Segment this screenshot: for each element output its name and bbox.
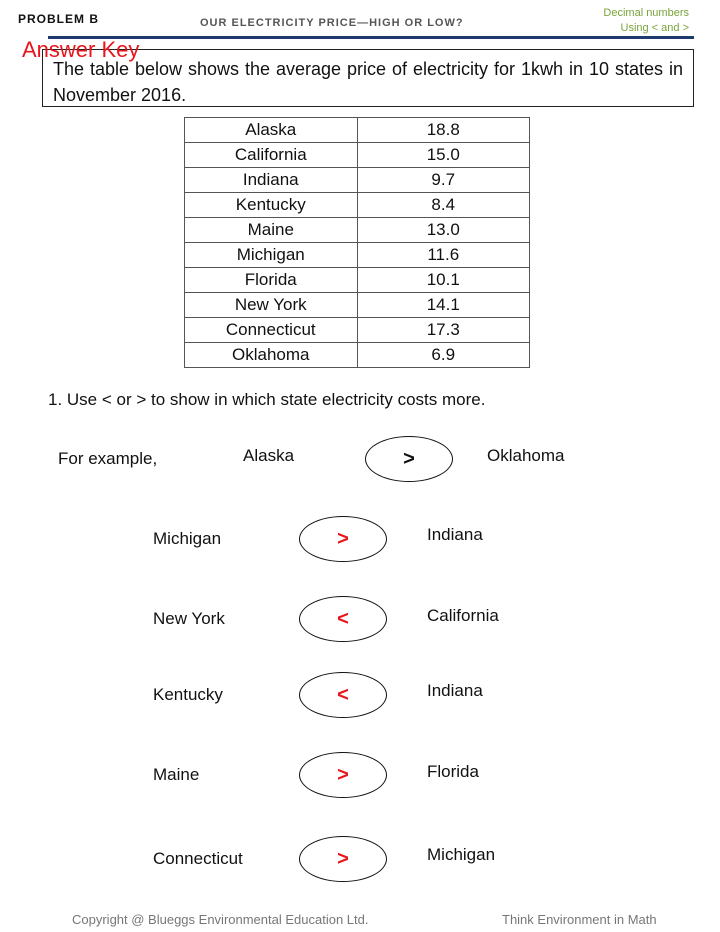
table-row (185, 143, 530, 168)
table-cell-state: Kentucky (185, 193, 358, 218)
table-cell-price: 8.4 (357, 193, 530, 218)
table-row (185, 318, 530, 343)
table-cell-state: Florida (185, 268, 358, 293)
table-row (185, 118, 530, 143)
comparison-left-state: New York (153, 609, 225, 628)
table-row (185, 218, 530, 243)
table-cell-state: Michigan (185, 243, 358, 268)
table-cell-price: 6.9 (357, 343, 530, 368)
comparison-symbol-oval[interactable] (299, 672, 387, 718)
example-right-state: Oklahoma (487, 446, 565, 465)
table-cell-state: Alaska (185, 118, 358, 143)
comparison-right-state: California (427, 606, 499, 625)
comparison-left-state: Connecticut (153, 849, 243, 868)
header-divider (48, 36, 694, 39)
comparison-right-state: Florida (427, 762, 479, 781)
problem-label: PROBLEM B (18, 12, 99, 26)
table-row (185, 268, 530, 293)
table-row (185, 193, 530, 218)
example-symbol-oval (365, 436, 453, 482)
table-cell-state: Oklahoma (185, 343, 358, 368)
comparison-right-state: Indiana (427, 681, 483, 700)
table-cell-price: 17.3 (357, 318, 530, 343)
comparison-symbol-oval[interactable] (299, 516, 387, 562)
comparison-symbol: > (337, 527, 349, 550)
topic-line-2: Using < and > (620, 22, 689, 34)
comparison-symbol: > (337, 763, 349, 786)
worksheet-title: OUR ELECTRICITY PRICE—HIGH OR LOW? (200, 17, 464, 29)
comparison-left-state: Maine (153, 765, 200, 784)
table-cell-price: 11.6 (357, 243, 530, 268)
table-cell-price: 13.0 (357, 218, 530, 243)
table-cell-state: Indiana (185, 168, 358, 193)
footer-tagline: Think Environment in Math (502, 912, 657, 927)
comparison-symbol-oval[interactable] (299, 752, 387, 798)
comparison-symbol-oval[interactable] (299, 596, 387, 642)
table-cell-state: Maine (185, 218, 358, 243)
table-cell-state: Connecticut (185, 318, 358, 343)
comparison-right-state: Michigan (427, 845, 496, 864)
answer-key-label: Answer Key (22, 37, 140, 62)
example-symbol: > (403, 447, 415, 470)
copyright: Copyright @ Blueggs Environmental Education Ltd. (72, 912, 369, 927)
question-1: 1. Use < or > to show in which state electricity costs more. (48, 390, 486, 409)
table-row (185, 168, 530, 193)
table-cell-price: 10.1 (357, 268, 530, 293)
comparison-right-state: Indiana (427, 525, 483, 544)
example-prefix: For example, (58, 449, 158, 468)
table-cell-state: New York (185, 293, 358, 318)
price-table (184, 117, 530, 368)
topic-line-1: Decimal numbers (603, 7, 689, 19)
comparison-left-state: Kentucky (153, 685, 223, 704)
table-row (185, 293, 530, 318)
comparison-symbol: < (337, 607, 349, 630)
table-cell-price: 15.0 (357, 143, 530, 168)
comparison-symbol-oval[interactable] (299, 836, 387, 882)
table-row (185, 243, 530, 268)
topic-label (603, 6, 689, 36)
example-left-state: Alaska (243, 446, 295, 465)
comparison-left-state: Michigan (153, 529, 222, 548)
comparison-symbol: < (337, 683, 349, 706)
table-cell-price: 9.7 (357, 168, 530, 193)
intro-box: The table below shows the average price of electricity for 1kwh in 10 states in November 2016. (42, 49, 694, 107)
table-cell-price: 18.8 (357, 118, 530, 143)
table-cell-state: California (185, 143, 358, 168)
table-row (185, 343, 530, 368)
comparison-symbol: > (337, 847, 349, 870)
table-cell-price: 14.1 (357, 293, 530, 318)
